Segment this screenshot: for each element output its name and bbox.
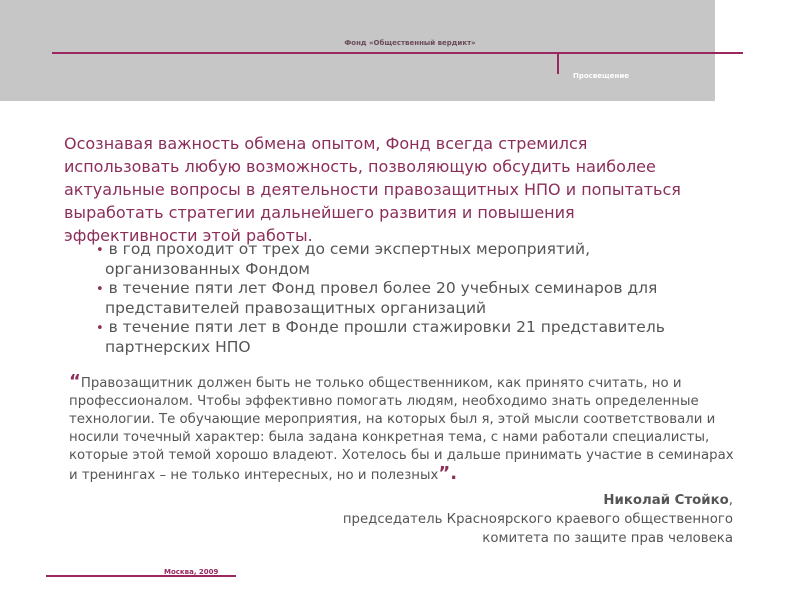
bullet-text: в течение пяти лет Фонд провел более 20 учебных семинаров для представителей правозащитных организаций (105, 279, 658, 317)
header-rule-tick (557, 54, 559, 74)
attribution (233, 491, 733, 548)
author-name-suffix: , (728, 493, 733, 508)
author-name: Николай Стойко (603, 493, 729, 508)
bullet-text: в течение пяти лет в Фонде прошли стажировки 21 представитель партнерских НПО (105, 318, 665, 356)
section-label: Просвещение (573, 72, 629, 80)
bullet-list (96, 240, 716, 357)
attribution-name-line (233, 491, 733, 510)
bullet-text: в год проходит от трех до семи экспертных мероприятий, организованных Фондом (105, 240, 591, 278)
bullet-dot-icon: • (96, 243, 104, 258)
bullet-item (96, 279, 716, 318)
quote-open-mark: “ (69, 371, 81, 392)
footer-text: Москва, 2009 (164, 568, 219, 576)
bullet-dot-icon: • (96, 321, 104, 336)
bullet-item (96, 240, 716, 279)
org-name: Фонд «Общественный вердикт» (344, 39, 476, 47)
bullet-dot-icon: • (96, 282, 104, 297)
header-rule (52, 52, 743, 54)
bullet-item (96, 318, 716, 357)
author-role-line-1: председатель Красноярского краевого общественного (342, 512, 733, 527)
quote-text: Правозащитник должен быть не только общественником, как принято считать, но и профессионалом. Чтобы эффективно помогать людям, необходимо знать определенные технологии. Те обучающие мероприятия, на которых был я, этой мысли соответствовали и носили точечный характер: была задана конкретная тема, с нами работали специалисты, которые этой темой хорошо владеют. Хотелось бы и дальше принимать участие в семинарах и тренингах – не только интересных, но и полезных (69, 376, 734, 483)
lead-paragraph: Осознавая важность обмена опытом, Фонд всегда стремился использовать любую возможность, позволяющую обсудить наиболее актуальные вопросы в деятельности правозащитных НПО и попытаться выработать стратегии дальнейшего развития и повышения эффективности этой работы. (64, 134, 681, 245)
quote-block (69, 373, 737, 485)
quote-close-mark: ”. (438, 463, 458, 484)
author-role-line-2: комитета по защите прав человека (482, 531, 733, 546)
header-band (0, 0, 715, 101)
